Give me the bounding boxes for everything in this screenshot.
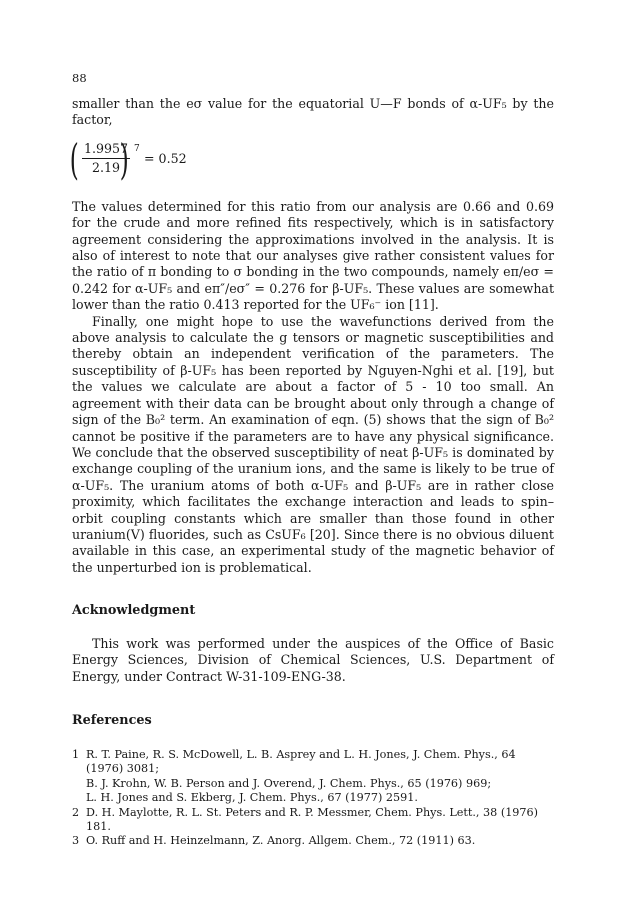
- formula-exponent: 7: [134, 143, 140, 154]
- acknowledgment-heading: Acknowledgment: [72, 603, 196, 618]
- body-text: [69, 96, 554, 576]
- paragraph-ratio-values: The values determined for this ratio from our analysis are 0.66 and 0.69 for the crude and more refined fits respectively, which is in satisfactory agreement considering the approximations involved in the analysis. It is also of interest to note that our analyses give rather consistent values for the ratio of π bonding to σ bonding in the two compounds, namely eπ/eσ = 0.242 for α-UF₅ and eπ″/eσ″ = 0.276 for β-UF₅. These values are somewhat lower than the ratio 0.413 reported for the UF₆⁻ ion [11].: [72, 198, 554, 313]
- reference-line: D. H. Maylotte, R. L. St. Peters and R. P. Messmer, Chem. Phys. Lett., 38 (1976) 181.: [86, 805, 539, 834]
- reference-line: L. H. Jones and S. Ekberg, J. Chem. Phys., 67 (1977) 2591.: [86, 791, 418, 805]
- formula-numerator: 1.9957: [82, 141, 130, 159]
- paragraph-susceptibility: Finally, one might hope to use the wavefunctions derived from the above analysis to calculate the g tensors or magnetic susceptibilities and thereby obtain an independent verification of the parameters. The susceptibility of β-UF₅ has been reported by Nguyen-Nghi et al. [19], but the values we calculate are about a factor of 5 - 10 too small. An agreement with their data can be brought about only through a change of sign of the B₀² term. An examination of eqn. (5) shows that the sign of B₀² cannot be positive if the parameters are to have any physical significance. We conclude that the observed susceptibility of neat β-UF₅ is dominated by exchange coupling of the uranium ions, and the same is likely to be true of α-UF₅. The uranium atoms of both α-UF₅ and β-UF₅ are in rather close proximity, which facilitates the exchange interaction and leads to spin–orbit coupling constants which are smaller than those found in other uranium(V) fluorides, such as CsUF₆ [20]. Since there is no obvious diluent available in this case, an experimental study of the magnetic behavior of the unperturbed ion is problematical.: [72, 313, 554, 575]
- formula-paren-right: ): [119, 134, 129, 184]
- reference-line: R. T. Paine, R. S. McDowell, L. B. Asprey and L. H. Jones, J. Chem. Phys., 64 (1976) 3081;: [86, 748, 516, 776]
- acknowledgment-text: [72, 636, 554, 685]
- reference-line: O. Ruff and H. Heinzelmann, Z. Anorg. Allgem. Chem., 72 (1911) 63.: [86, 834, 476, 848]
- formula-result: = 0.52: [144, 150, 187, 166]
- formula-paren-left: (: [69, 134, 79, 184]
- reference-line: B. J. Krohn, W. B. Person and J. Overend, J. Chem. Phys., 65 (1976) 969;: [86, 776, 492, 790]
- page-number: 88: [72, 71, 87, 85]
- formula-denominator: 2.19: [91, 160, 121, 176]
- ratio-formula: [69, 134, 554, 193]
- reference-number: 3: [72, 834, 80, 848]
- reference-item: [72, 834, 554, 848]
- reference-item: [72, 748, 554, 806]
- acknowledgment-paragraph: This work was performed under the auspices of the Office of Basic Energy Sciences, Division of Chemical Sciences, U.S. Department of Energy, under Contract W-31-109-ENG-38.: [72, 636, 554, 684]
- reference-number: 1: [72, 748, 80, 761]
- references-heading: References: [72, 713, 152, 728]
- intro-paragraph: smaller than the eσ value for the equatorial U—F bonds of α-UF₅ by the factor,: [72, 96, 554, 128]
- references-list: [72, 748, 554, 849]
- reference-item: [72, 806, 554, 835]
- reference-number: 2: [72, 805, 80, 819]
